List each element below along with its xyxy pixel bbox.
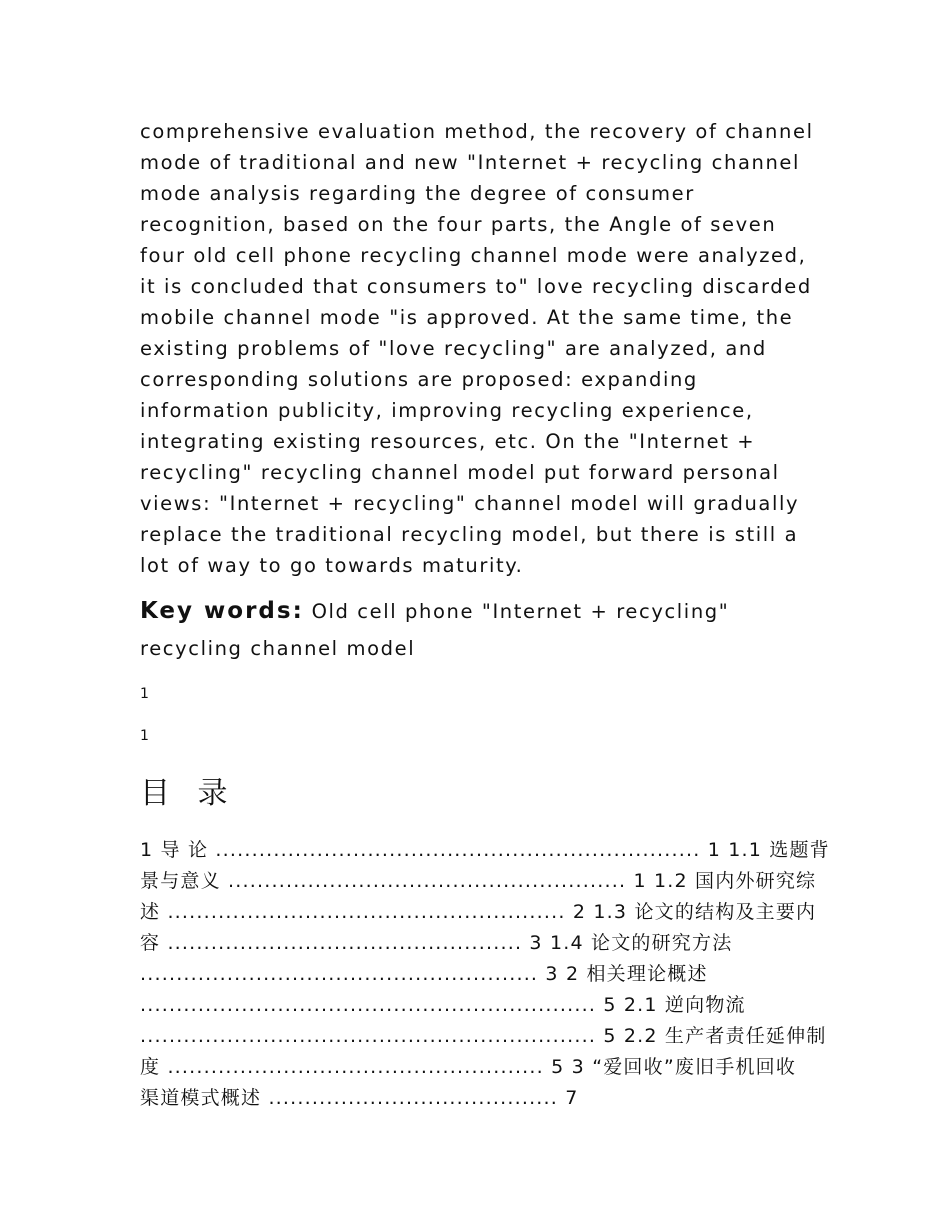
abstract-line: integrating existing resources, etc. On the "Internet +	[140, 430, 756, 453]
keywords-line: recycling channel model	[140, 637, 416, 660]
abstract-line: recognition, based on the four parts, the Angle of seven	[140, 213, 777, 236]
keywords-label: Key words:	[140, 598, 304, 624]
keywords-text: Old cell phone "Internet + recycling"	[303, 600, 730, 623]
document-page	[140, 116, 830, 1114]
abstract-line: mode analysis regarding the degree of consumer	[140, 182, 695, 205]
page-number: 1	[140, 728, 149, 744]
abstract-line: corresponding solutions are proposed: expanding	[140, 368, 698, 391]
abstract-line: replace the traditional recycling model, but there is still a	[140, 523, 799, 546]
abstract-line: lot of way to go towards maturity.	[140, 554, 524, 577]
abstract-line: views: "Internet + recycling" channel model will gradually	[140, 492, 800, 515]
abstract-text	[140, 116, 820, 581]
toc-line: ............................................................... 5 2.1 逆向物流	[140, 994, 746, 1016]
abstract-line: information publicity, improving recycling experience,	[140, 399, 754, 422]
toc-line: ....................................................... 3 2 相关理论概述	[140, 963, 708, 985]
abstract-line: it is concluded that consumers to" love recycling discarded	[140, 275, 812, 298]
abstract-line: mobile channel mode "is approved. At the same time, the	[140, 306, 794, 329]
abstract-line: four old cell phone recycling channel mode were analyzed,	[140, 244, 807, 267]
toc-title: 目 录	[140, 776, 237, 811]
keywords-section	[140, 592, 820, 668]
abstract-line: recycling" recycling channel model put forward personal	[140, 461, 780, 484]
page-number: 1	[140, 686, 149, 702]
toc-line: ............................................................... 5 2.2 生产者责任延伸制	[140, 1025, 827, 1047]
toc-line: 景与意义 ....................................................... 1 1.2 国内外研究综	[140, 870, 817, 892]
keywords-line	[140, 592, 820, 630]
abstract-line: comprehensive evaluation method, the recovery of channel	[140, 120, 814, 143]
toc-line: 容 ................................................. 3 1.4 论文的研究方法	[140, 932, 733, 954]
toc-line: 度 .................................................... 5 3 “爱回收”废旧手机回收	[140, 1056, 797, 1078]
toc-line: 1 导 论 ................................................................... 1 1.1 选题背	[140, 839, 830, 861]
table-of-contents	[140, 835, 830, 1114]
toc-line: 渠道模式概述 ........................................ 7	[140, 1087, 579, 1109]
abstract-line: existing problems of "love recycling" are analyzed, and	[140, 337, 767, 360]
abstract-line: mode of traditional and new "Internet + recycling channel	[140, 151, 801, 174]
toc-line: 述 ....................................................... 2 1.3 论文的结构及主要内	[140, 901, 817, 923]
